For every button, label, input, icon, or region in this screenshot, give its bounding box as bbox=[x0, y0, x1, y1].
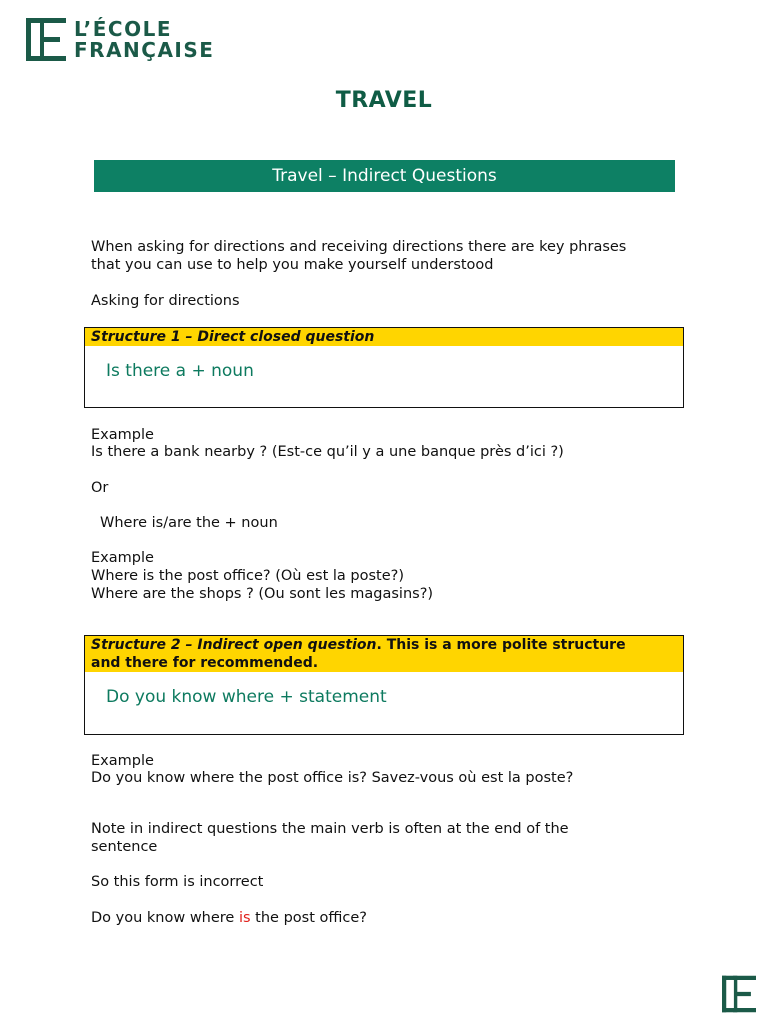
structure-2-box bbox=[84, 635, 684, 735]
example-1-label: Example bbox=[91, 427, 154, 443]
asking-label: Asking for directions bbox=[91, 293, 240, 309]
note-paragraph: Note in indirect questions the main verb is often at the end of the sentence bbox=[91, 821, 569, 855]
example-3-text: Do you know where the post office is? Savez-vous où est la poste? bbox=[91, 770, 574, 786]
structure-1-box bbox=[84, 327, 684, 408]
example-2-label: Example bbox=[91, 550, 154, 566]
structure-1-formula: Is there a + noun bbox=[106, 361, 254, 381]
incorrect-verb: is bbox=[238, 910, 251, 926]
example-3-label: Example bbox=[91, 753, 154, 769]
structure-2-heading: Structure 2 – Indirect open question. This is a more polite structure and there for recommended. bbox=[85, 636, 683, 672]
school-logo bbox=[26, 18, 214, 61]
intro-paragraph: When asking for directions and receiving directions there are key phrases that you can use to help you make yourself understood bbox=[91, 239, 627, 273]
logo-line-2: FRANÇAISE bbox=[74, 37, 215, 62]
or-label: Or bbox=[91, 480, 109, 496]
logo-wordmark bbox=[74, 16, 215, 62]
section-banner: Travel – Indirect Questions bbox=[94, 160, 675, 192]
structure-1-heading: Structure 1 – Direct closed question bbox=[85, 328, 683, 346]
logo-line-1: L’ÉCOLE bbox=[74, 16, 172, 41]
page-title: TRAVEL bbox=[335, 88, 433, 113]
incorrect-example: Do you know where is the post office? bbox=[91, 910, 367, 926]
example-1-text: Is there a bank nearby ? (Est-ce qu’il y a une banque près d’ici ?) bbox=[91, 444, 564, 460]
example-2-line-1: Where is the post office? (Où est la poste?) bbox=[91, 568, 404, 584]
alternate-formula: Where is/are the + noun bbox=[100, 515, 278, 531]
incorrect-intro: So this form is incorrect bbox=[91, 874, 264, 890]
structure-2-formula: Do you know where + statement bbox=[106, 687, 387, 707]
je-monogram-icon bbox=[722, 975, 756, 1013]
je-monogram-icon bbox=[26, 18, 66, 61]
example-2-line-2: Where are the shops ? (Ou sont les magasins?) bbox=[91, 586, 434, 602]
